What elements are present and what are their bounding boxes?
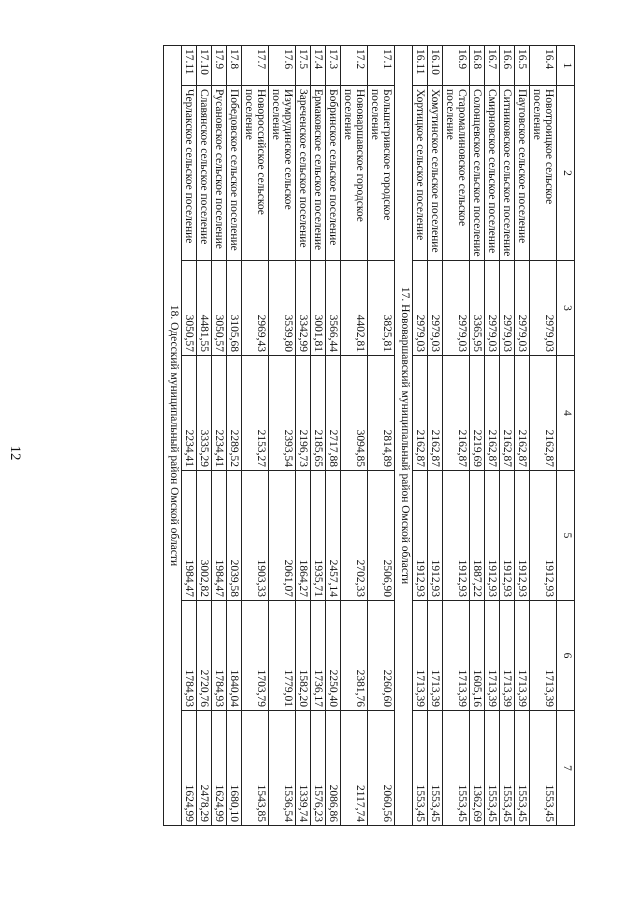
tariff-value: 1553,45 bbox=[530, 711, 557, 826]
tariff-value: 1935,71 bbox=[311, 471, 326, 601]
tariff-table-container bbox=[55, 45, 575, 825]
tariff-value: 1680,10 bbox=[227, 711, 242, 826]
tariff-value: 3094,85 bbox=[341, 356, 368, 471]
row-number: 17.7 bbox=[242, 46, 269, 86]
tariff-value: 1543,85 bbox=[242, 711, 269, 826]
tariff-value: 2979,03 bbox=[530, 261, 557, 356]
tariff-value: 1703,79 bbox=[242, 601, 269, 711]
tariff-value: 2162,87 bbox=[428, 356, 443, 471]
tariff-value: 1840,04 bbox=[227, 601, 242, 711]
tariff-value: 2979,03 bbox=[485, 261, 500, 356]
row-number: 16.10 bbox=[428, 46, 443, 86]
tariff-value: 1912,93 bbox=[530, 471, 557, 601]
tariff-value: 1912,93 bbox=[428, 471, 443, 601]
tariff-value: 1887,22 bbox=[470, 471, 485, 601]
table-row bbox=[227, 46, 242, 826]
tariff-value: 1624,99 bbox=[182, 711, 197, 826]
tariff-value: 1553,45 bbox=[500, 711, 515, 826]
settlement-name: Черлакское сельское поселение bbox=[182, 86, 197, 261]
column-header: 3 bbox=[557, 261, 575, 356]
page-number: 12 bbox=[7, 445, 24, 461]
settlement-name: Бобринское сельское поселение bbox=[326, 86, 341, 261]
settlement-name: Пауговское сельское поселение bbox=[515, 86, 530, 261]
settlement-name: Ермаковское сельское поселение bbox=[311, 86, 326, 261]
section-row bbox=[395, 46, 413, 826]
tariff-value: 1582,20 bbox=[296, 601, 311, 711]
tariff-value: 3539,80 bbox=[269, 261, 296, 356]
table-row bbox=[368, 46, 395, 826]
row-number: 16.7 bbox=[485, 46, 500, 86]
tariff-value: 1912,93 bbox=[515, 471, 530, 601]
table-body bbox=[164, 46, 575, 826]
tariff-value: 4481,55 bbox=[197, 261, 212, 356]
row-number: 16.11 bbox=[413, 46, 428, 86]
table-row bbox=[269, 46, 296, 826]
row-number: 17.4 bbox=[311, 46, 326, 86]
settlement-name: Смирновское сельское поселение bbox=[485, 86, 500, 261]
row-number: 16.8 bbox=[470, 46, 485, 86]
row-number: 17.2 bbox=[341, 46, 368, 86]
tariff-value: 2219,69 bbox=[470, 356, 485, 471]
tariff-value: 1553,45 bbox=[443, 711, 470, 826]
row-number: 17.3 bbox=[326, 46, 341, 86]
section-heading: 17. Нововаршавский муниципальный район Омской области bbox=[395, 46, 413, 826]
tariff-value: 1713,39 bbox=[413, 601, 428, 711]
tariff-value: 1362,69 bbox=[470, 711, 485, 826]
table-row bbox=[326, 46, 341, 826]
row-number: 16.6 bbox=[500, 46, 515, 86]
settlement-name: Изумрудинское сельское поселение bbox=[269, 86, 296, 261]
tariff-value: 2250,40 bbox=[326, 601, 341, 711]
row-number: 16.9 bbox=[443, 46, 470, 86]
settlement-name: Хомутинское сельское поселение bbox=[428, 86, 443, 261]
table-row bbox=[413, 46, 428, 826]
table-row bbox=[197, 46, 212, 826]
table-row bbox=[428, 46, 443, 826]
tariff-value: 1903,33 bbox=[242, 471, 269, 601]
tariff-value: 2086,86 bbox=[326, 711, 341, 826]
table-header-row bbox=[557, 46, 575, 826]
tariff-value: 3105,68 bbox=[227, 261, 242, 356]
tariff-value: 4402,81 bbox=[341, 261, 368, 356]
tariff-value: 3335,29 bbox=[197, 356, 212, 471]
column-header: 1 bbox=[557, 46, 575, 86]
settlement-name: Русановское сельское поселение bbox=[212, 86, 227, 261]
settlement-name: Солонцевское сельское поселение bbox=[470, 86, 485, 261]
column-header: 5 bbox=[557, 471, 575, 601]
table-row bbox=[500, 46, 515, 826]
tariff-value: 2234,41 bbox=[182, 356, 197, 471]
table-row bbox=[443, 46, 470, 826]
tariff-value: 3002,82 bbox=[197, 471, 212, 601]
settlement-name: Новороссийское сельское поселение bbox=[242, 86, 269, 261]
settlement-name: Победовское сельское поселение bbox=[227, 86, 242, 261]
tariff-value: 1713,39 bbox=[500, 601, 515, 711]
tariff-value: 2289,52 bbox=[227, 356, 242, 471]
tariff-value: 3566,44 bbox=[326, 261, 341, 356]
tariff-value: 1779,01 bbox=[269, 601, 296, 711]
settlement-name: Новотроицкое сельское поселение bbox=[530, 86, 557, 261]
tariff-value: 2162,87 bbox=[500, 356, 515, 471]
tariff-value: 2039,58 bbox=[227, 471, 242, 601]
tariff-value: 2979,03 bbox=[443, 261, 470, 356]
tariff-value: 2969,43 bbox=[242, 261, 269, 356]
tariff-value: 2117,74 bbox=[341, 711, 368, 826]
table-row bbox=[296, 46, 311, 826]
tariff-value: 1553,45 bbox=[413, 711, 428, 826]
tariff-value: 2060,56 bbox=[368, 711, 395, 826]
tariff-value: 1713,39 bbox=[485, 601, 500, 711]
tariff-value: 2061,07 bbox=[269, 471, 296, 601]
tariff-value: 1912,93 bbox=[500, 471, 515, 601]
row-number: 17.5 bbox=[296, 46, 311, 86]
tariff-value: 1605,16 bbox=[470, 601, 485, 711]
table-row bbox=[515, 46, 530, 826]
tariff-value: 1984,47 bbox=[182, 471, 197, 601]
tariff-value: 3342,99 bbox=[296, 261, 311, 356]
tariff-value: 2979,03 bbox=[428, 261, 443, 356]
row-number: 17.8 bbox=[227, 46, 242, 86]
section-row bbox=[164, 46, 182, 826]
tariff-value: 2162,87 bbox=[530, 356, 557, 471]
tariff-value: 2814,89 bbox=[368, 356, 395, 471]
settlement-name: Славянское сельское поселение bbox=[197, 86, 212, 261]
row-number: 16.4 bbox=[530, 46, 557, 86]
tariff-value: 2153,27 bbox=[242, 356, 269, 471]
settlement-name: Хортицкое сельское поселение bbox=[413, 86, 428, 261]
table-row bbox=[242, 46, 269, 826]
column-header: 7 bbox=[557, 711, 575, 826]
settlement-name: Зареченское сельское поселение bbox=[296, 86, 311, 261]
tariff-value: 1984,47 bbox=[212, 471, 227, 601]
row-number: 17.6 bbox=[269, 46, 296, 86]
tariff-value: 2979,03 bbox=[515, 261, 530, 356]
row-number: 17.11 bbox=[182, 46, 197, 86]
settlement-name: Старомалиновское сельское поселение bbox=[443, 86, 470, 261]
column-header: 4 bbox=[557, 356, 575, 471]
row-number: 17.10 bbox=[197, 46, 212, 86]
tariff-value: 3365,95 bbox=[470, 261, 485, 356]
tariff-value: 2702,33 bbox=[341, 471, 368, 601]
tariff-value: 2162,87 bbox=[443, 356, 470, 471]
tariff-value: 1553,45 bbox=[485, 711, 500, 826]
tariff-table bbox=[163, 45, 575, 826]
tariff-value: 2717,88 bbox=[326, 356, 341, 471]
row-number: 17.1 bbox=[368, 46, 395, 86]
tariff-value: 2381,76 bbox=[341, 601, 368, 711]
tariff-value: 1536,54 bbox=[269, 711, 296, 826]
tariff-value: 1553,45 bbox=[515, 711, 530, 826]
table-row bbox=[530, 46, 557, 826]
tariff-value: 2162,87 bbox=[485, 356, 500, 471]
tariff-value: 2393,54 bbox=[269, 356, 296, 471]
tariff-value: 1576,23 bbox=[311, 711, 326, 826]
tariff-value: 1736,17 bbox=[311, 601, 326, 711]
settlement-name: Большегривское городское поселение bbox=[368, 86, 395, 261]
tariff-value: 2162,87 bbox=[515, 356, 530, 471]
settlement-name: Нововаршавское городское поселение bbox=[341, 86, 368, 261]
row-number: 16.5 bbox=[515, 46, 530, 86]
column-header: 6 bbox=[557, 601, 575, 711]
table-row bbox=[212, 46, 227, 826]
tariff-value: 1713,39 bbox=[428, 601, 443, 711]
tariff-value: 1864,27 bbox=[296, 471, 311, 601]
tariff-value: 3050,57 bbox=[182, 261, 197, 356]
tariff-value: 1624,99 bbox=[212, 711, 227, 826]
column-header: 2 bbox=[557, 86, 575, 261]
tariff-value: 2979,03 bbox=[413, 261, 428, 356]
settlement-name: Ситниковское сельское поселение bbox=[500, 86, 515, 261]
tariff-value: 2506,90 bbox=[368, 471, 395, 601]
tariff-value: 2234,41 bbox=[212, 356, 227, 471]
tariff-value: 1784,93 bbox=[212, 601, 227, 711]
row-number: 17.9 bbox=[212, 46, 227, 86]
tariff-value: 1912,93 bbox=[443, 471, 470, 601]
tariff-value: 3050,57 bbox=[212, 261, 227, 356]
tariff-value: 3001,81 bbox=[311, 261, 326, 356]
section-heading: 18. Одесский муниципальный район Омской области bbox=[164, 46, 182, 826]
tariff-value: 2185,65 bbox=[311, 356, 326, 471]
tariff-value: 2196,73 bbox=[296, 356, 311, 471]
table-row bbox=[341, 46, 368, 826]
tariff-value: 1912,93 bbox=[485, 471, 500, 601]
tariff-value: 2720,76 bbox=[197, 601, 212, 711]
tariff-value: 1339,74 bbox=[296, 711, 311, 826]
tariff-value: 2457,14 bbox=[326, 471, 341, 601]
table-row bbox=[311, 46, 326, 826]
table-row bbox=[485, 46, 500, 826]
tariff-value: 1784,93 bbox=[182, 601, 197, 711]
tariff-value: 1553,45 bbox=[428, 711, 443, 826]
tariff-value: 3825,81 bbox=[368, 261, 395, 356]
table-row bbox=[470, 46, 485, 826]
tariff-value: 2260,60 bbox=[368, 601, 395, 711]
tariff-value: 1713,39 bbox=[515, 601, 530, 711]
tariff-value: 1912,93 bbox=[413, 471, 428, 601]
tariff-value: 2979,03 bbox=[500, 261, 515, 356]
tariff-value: 1713,39 bbox=[443, 601, 470, 711]
tariff-value: 2162,87 bbox=[413, 356, 428, 471]
table-row bbox=[182, 46, 197, 826]
tariff-value: 2478,29 bbox=[197, 711, 212, 826]
tariff-value: 1713,39 bbox=[530, 601, 557, 711]
